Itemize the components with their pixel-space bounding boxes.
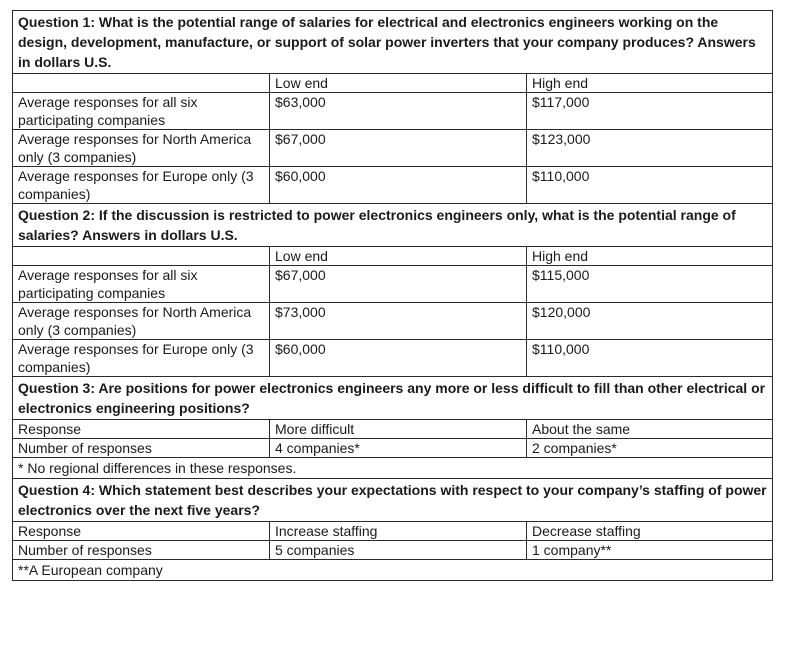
question-3-header-more-difficult: More difficult [270,420,527,439]
question-1-header-high: High end [527,74,773,93]
high-end-value: $123,000 [527,130,773,167]
table-row [13,303,773,340]
question-2-row [13,204,773,247]
high-end-value: $110,000 [527,167,773,204]
question-3-footnote: * No regional differences in these responses. [13,458,773,479]
question-4-header-decrease: Decrease staffing [527,522,773,541]
question-3-header-about-same: About the same [527,420,773,439]
question-3-note-row [13,458,773,479]
question-2-text: Question 2: If the discussion is restricted to power electronics engineers only, what is the potential range of salaries? Answers in dollars U.S. [13,204,773,247]
about-same-value: 2 companies* [527,439,773,458]
low-end-value: $67,000 [270,130,527,167]
row-label: Number of responses [13,541,270,560]
table-row [13,266,773,303]
table-row [13,541,773,560]
row-label: Average responses for Europe only (3 companies) [13,340,270,377]
question-4-header-response: Response [13,522,270,541]
question-1-header-low: Low end [270,74,527,93]
table-row [13,93,773,130]
question-2-header-row [13,247,773,266]
more-difficult-value: 4 companies* [270,439,527,458]
low-end-value: $67,000 [270,266,527,303]
question-4-footnote: **A European company [13,560,773,581]
question-4-header-increase: Increase staffing [270,522,527,541]
question-3-header-row [13,420,773,439]
row-label: Average responses for all six participating companies [13,93,270,130]
survey-table-document [12,10,772,581]
row-label: Average responses for all six participating companies [13,266,270,303]
low-end-value: $60,000 [270,340,527,377]
row-label: Number of responses [13,439,270,458]
high-end-value: $110,000 [527,340,773,377]
low-end-value: $73,000 [270,303,527,340]
question-1-row [13,11,773,74]
question-2-header-label [13,247,270,266]
question-2-header-high: High end [527,247,773,266]
row-label: Average responses for Europe only (3 companies) [13,167,270,204]
question-4-header-row [13,522,773,541]
increase-value: 5 companies [270,541,527,560]
table-row [13,130,773,167]
question-3-text: Question 3: Are positions for power electronics engineers any more or less difficult to fill than other electrical or electronics engineering positions? [13,377,773,420]
low-end-value: $63,000 [270,93,527,130]
question-1-text: Question 1: What is the potential range of salaries for electrical and electronics engineers working on the design, development, manufacture, or support of solar power inverters that your company produces? Answers in dollars U.S. [13,11,773,74]
question-3-row [13,377,773,420]
table-row [13,167,773,204]
question-4-row [13,479,773,522]
question-4-note-row [13,560,773,581]
question-1-header-label [13,74,270,93]
table-row [13,340,773,377]
low-end-value: $60,000 [270,167,527,204]
question-1-header-row [13,74,773,93]
decrease-value: 1 company** [527,541,773,560]
row-label: Average responses for North America only (3 companies) [13,303,270,340]
high-end-value: $115,000 [527,266,773,303]
question-2-header-low: Low end [270,247,527,266]
question-4-text: Question 4: Which statement best describes your expectations with respect to your company’s staffing of power electronics over the next five years? [13,479,773,522]
survey-table [12,10,773,581]
high-end-value: $117,000 [527,93,773,130]
question-3-header-response: Response [13,420,270,439]
high-end-value: $120,000 [527,303,773,340]
row-label: Average responses for North America only (3 companies) [13,130,270,167]
table-row [13,439,773,458]
